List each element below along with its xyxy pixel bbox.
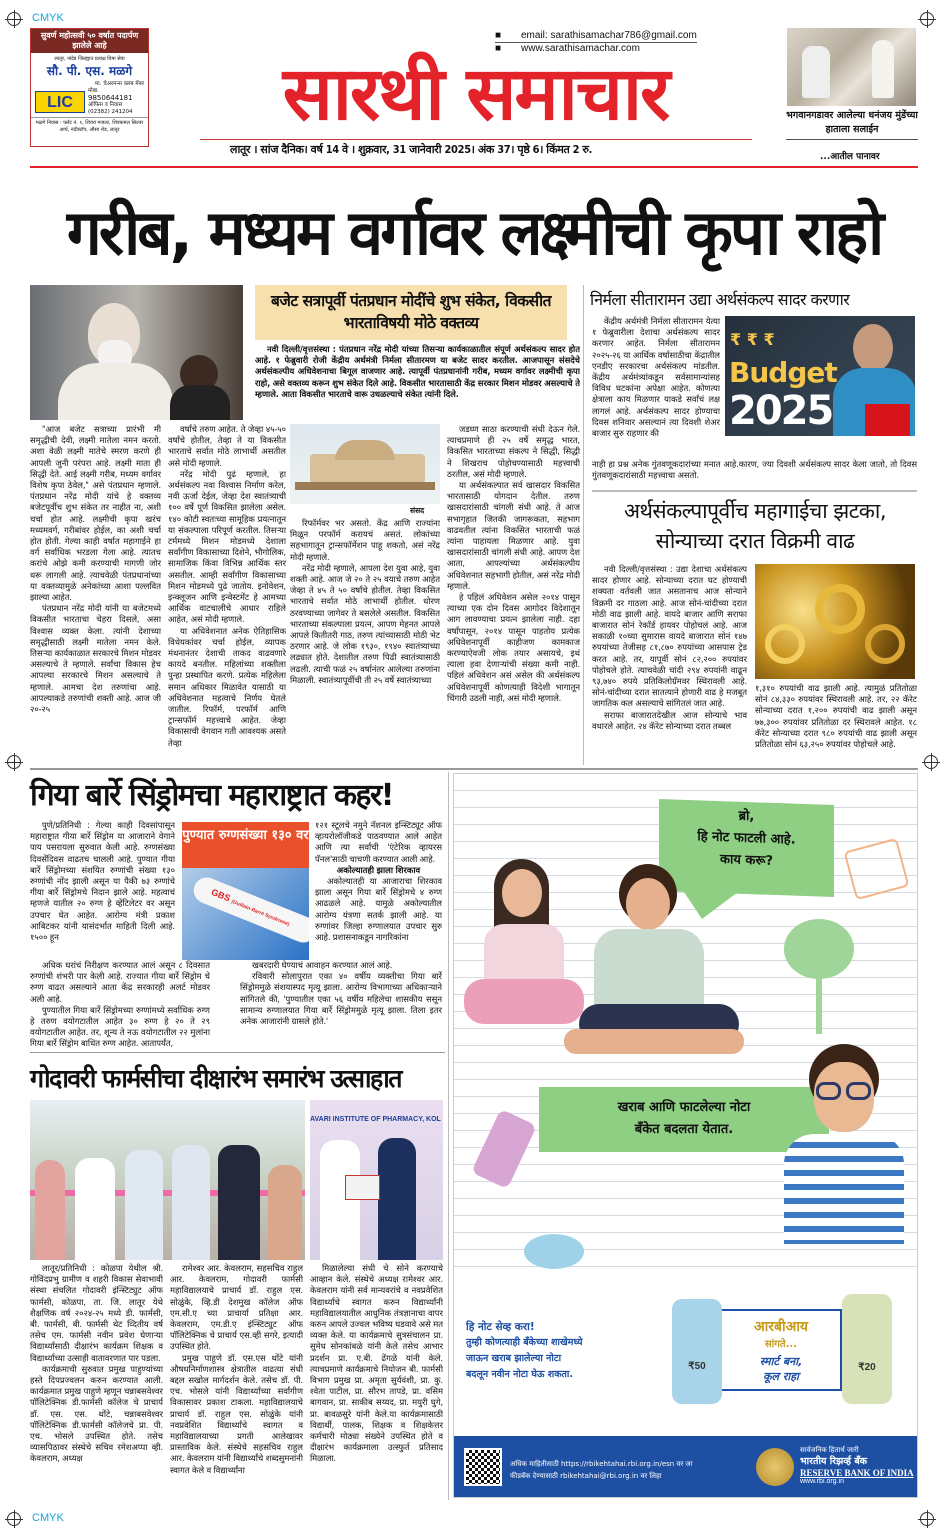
gbs-text-bottom bbox=[30, 960, 210, 1048]
boy-figure bbox=[574, 864, 744, 1074]
registration-mark bbox=[7, 1512, 21, 1526]
rbi-website-link[interactable]: www.rbi.org.in bbox=[800, 1478, 844, 1485]
registration-mark bbox=[924, 755, 938, 769]
rupee-20-note-mascot bbox=[842, 1294, 892, 1404]
budget-year: 2025 bbox=[729, 388, 833, 434]
paragraph: या अधिवेशनात अनेक ऐतिहासिक विधेयकांवर चर्चा होईल, व्यापक मंथनानंतर देशाची ताकद वाढवणारे कायदे बनतील. महिलांच्या शक्तीला पुन्हा प्रस्थापित करणे. प्रत्येक महिलेला समान अधिकार मिळावेत यासाठी या अधिवेशनात महत्वाचे निर्णय घेतले जातील. रिफॉर्म, परफॉर्म आणि ट्रान्सफॉर्म महत्त्वाचे आहेत. जेव्हा विकासाची वेगवान गती आवश्यक असते तेव्हा bbox=[168, 625, 286, 748]
rbi-says: आरबीआय bbox=[753, 1319, 809, 1335]
lead-subhead: बजेट सत्रापूर्वी पंतप्रधान मोदींचे शुभ संकेत, विकसीत भारताविषयी मोठे वक्तव्य bbox=[255, 285, 567, 340]
says: सांगते... bbox=[764, 1339, 798, 1350]
gold-headline: अर्थसंकल्पापूर्वीच महागाईचा झटका, सोन्याच्या दरात विक्रमी वाढ bbox=[623, 499, 887, 553]
gbs-headline: गिया बार्रे सिंड्रोमचा महाराष्ट्रात कहर! bbox=[30, 778, 393, 813]
rupee-50-note-mascot bbox=[672, 1299, 722, 1404]
paragraph: १,३१० रुपयांची वाढ झाली आहे. त्यामुळं प्रतितोळा सोनं ८४,३३० रुपयांवर स्थिरावली आहे. तर, २२ कॅरेट सोन्याच्या दरात १,२०० रुपयांची वाढ झाली असून ७७,३०० रुपयांवर प्रतितोळा दर स्थिरावले आहेत. १८ कॅरेट सोन्याच्या दरात ९८० रुपयांची वाढ झाली असून प्रतितोळा सोनं ६३,२५० रुपयांवर पोहोचले आहे. bbox=[755, 683, 917, 750]
gbs-image-title: पुण्यात रुग्णसंख्या १३० वर bbox=[182, 822, 309, 868]
save-line: तुम्ही कोणत्याही बँकेच्या शाखेमध्ये bbox=[466, 1337, 583, 1348]
photo-caption: संसद bbox=[410, 506, 425, 515]
paragraph: सराफा बाजारातदेखील आज सोन्याचे भाव वधारले आहेत. २४ कॅरेट सोन्याच्या दरात तब्बल bbox=[592, 709, 747, 731]
budget-2025-image bbox=[725, 316, 915, 436]
paragraph: नवी दिल्ली/वृत्तसंस्था : पंतप्रधान नरेंद्र मोदी यांच्या तिसऱ्या कार्यकाळातील संपूर्ण अर्थसंकल्प सादर होत आहे. १ फेब्रुवारी रोजी केंद्रीय अर्थमंत्री निर्मला सीतारमण या बजेट सादर करतील. आजपासून संसदेचे अर्थसंकल्पीय अधिवेशनाचा बिगूल वाजणार आहे. त्यापूर्वी पंतप्रधानांनी गरीब, मध्यम वर्गावर लक्ष्मीची कृपा राहो, असे वक्तव्य करून शुभ संकेत दिले आहे. विकसीत भारतासाठी केंद्र सरकार मिशन मोडवर असल्याचे ते म्हणाले. आता विकसीत भारताचे वारू उधळल्याचे संकेत त्यांनी दिले. bbox=[255, 344, 580, 399]
paragraph: अधिक घरांचं निरीक्षण करण्यात आलं असून ८ दिवसात रुग्णांची शंभरी पार केली आहे. राज्यात गीया बार्रे सिंड्रोम चे रुग्ण वाढत असल्याने आता केंद्र सरकारही अलर्ट मोडवर अली आहे. bbox=[30, 960, 210, 1004]
bubble-text: हि नोट फाटली आहे. bbox=[697, 829, 796, 848]
registration-mark bbox=[920, 1512, 934, 1526]
ad-lower-panel bbox=[454, 1279, 918, 1429]
tree-icon bbox=[784, 919, 854, 979]
phone-label: मोबा. bbox=[88, 88, 100, 94]
nirmala-text-continued bbox=[592, 459, 917, 483]
gbs-text-right bbox=[315, 820, 442, 960]
rbi-footer bbox=[454, 1436, 918, 1498]
divider bbox=[30, 1052, 445, 1053]
paragraph: हे पहिलं अधिवेशन असेल २०१४ पासून त्याच्या एक दोन दिवस आगोदर विदेशातून आग लावण्याचा प्रयत्न झालेला नाही. दहा वर्षांपासून, २०१४ पासून पाहतोय प्रत्येक अधिवेशनापूर्वी काहीजण कामकाज करण्याऐवजी लोक तयार असायचे, इथं त्याला हवा देणाऱ्यांची संख्या कमी नाही. पहिलं अधिवेशन असं असेल की अर्थसंकल्प अधिवेशनापूर्वी कोणत्याही विदेशी भागातून चिंगारी उठली नाही, असं मोदी म्हणाले. bbox=[447, 592, 580, 703]
ad-banner: सुवर्ण महोत्सवी ५० वर्षात पदार्पण झालेले आहे bbox=[31, 29, 148, 53]
paragraph: पंतप्रधान नरेंद्र मोदी यांनी या बजेटमध्ये विकसीत भारताचा चेहरा दिसले, असा विश्वास व्यक्त केला. त्यांनी देशाच्या समृद्धीसाठी लक्ष्मी मातेला नमन केले. तिसऱ्या कार्यकाळात सरकारचे मिशन मोडवर असल्याचे ते म्हणाले. सर्वांचा विकास हेच आपल्या सरकारचे मिशन असल्याचे ते म्हणाले. आमचा देश तरुणांचा आहे. आपल्याकडे तरुणांची शक्ती आहे. आज जी २०-२५ bbox=[30, 603, 161, 715]
paragraph: नवी दिल्ली/वृत्तसंस्था : उद्या देशाचा अर्थसंकल्प सादर होणार आहे. सोन्याच्या दरात घट होण्याची शक्यता वर्तवली जात असतानाच आज सोन्याने विक्रमी दर गाठला आहे. आज सोनं-चांदीच्या दरात मोठी वाढ झाली आहे. वायदे बाजार आणि सराफा बाजारात सोनं रेकॉर्ड हायवर पोहोचलं आहे. आज सकाळी १०च्या सुमारास वायदे बाजारात सोनं १४७ रुपयांच्या तेजीसह ८१,८७० रुपयांच्या आसपास ट्रेड करत आहे. तर, यापूर्वी सोनं ८२,२०० रुपयांवर पोहोचले होते. त्याचवेळी चांदी २९४ रुपयांनी वाढून ९३,७४० रुपये प्रतिकिलोग्रॅमवर स्थिरावली आहे. सोनं-चांदीच्या दरात सातत्याने होणारी वाढ हे मजबूत जागतिक कल असल्याचे सांगितलं जात आहे. bbox=[592, 564, 747, 709]
modi-photo bbox=[30, 285, 243, 420]
paragraph: प्रमुख पाहुणे डॉ. एस.एस थोंटे यांनी औषधनिर्माणशास्त्र क्षेत्रातील वाढत्या संधी बद्दल सखोल मार्गदर्शन केले. तसेच डॉ. पी. एच. भोसले यांनी विद्यार्थ्यांच्या सर्वांगीण विकासावर प्रकाश टाकला. महाविद्यालयाचे प्राचार्य डॉ. राहुल एस. सोळुंके यांनी नवप्रवेशित विद्यार्थ्यांचे स्वागत व महाविद्यालयाच्या प्रगती आलेखावर प्रास्ताविक केले. संस्थेचे सहसचिव राहुल आर. केवलराम यांनी विद्यार्थ्यांचे शब्दसुमनांनी स्वागत केले व विद्यार्थ्यांना bbox=[170, 1352, 303, 1475]
palette-icon bbox=[524, 1234, 584, 1269]
newspaper-logo: सारथी समाचार bbox=[282, 51, 669, 137]
column-divider bbox=[448, 772, 449, 1500]
paragraph: या अर्थसंकल्पात सर्व खासदार विकसित भारतासाठी योगदान देतील. तरुण खासदारांसाठी चांगली संधी आहे. ते आज सभागृहात जितकी जागरूकता, सहभाग वाढवतील त्यांना विकसित भारताची फळं त्यांना पाहायला मिळणार आहे. युवा खासदारांसाठी चांगली संधी आहे. आपण देश आता, आपल्यांच्या अर्थसंकल्पीय अधिवेशनात सहभागी होतील, असं नरेंद्र मोदी म्हणाले. bbox=[447, 480, 580, 591]
smiling-boy-figure bbox=[784, 1044, 904, 1244]
office-phone: (02382) 241204 bbox=[88, 109, 133, 115]
paragraph: रामेश्वर आर. केवलराम, सहसचिव राहुल आर. केवलराम, गोदावरी फार्मसी महाविद्यालयाचे प्राचार्य डॉ. राहुल एस. सोळुंके, व्हि.डी देशमुख कॉलेज ऑफ एम.सी.ए च्या प्राचार्या प्रतिक्षा आर. केवलराम, एम.डी.ए इंन्स्टिट्युट ऑफ पॉलिटेक्निक चे प्राचार्य एस.व्ही सगरे, इत्यादी उपस्थित होते. bbox=[170, 1263, 303, 1352]
column-divider bbox=[583, 285, 584, 765]
ad-name: सौ. पी. एस. मळगे bbox=[46, 64, 133, 78]
paragraph: पुण्यातील गिया बार्रे सिंड्रोमच्या रुग्णांमध्ये सर्वाधिक रुग्ण हे तरुण वयोगटातील आहेत ३० रुग्ण हे २० ते २९ वयोगटातील आहेत. तर, शून्य ते नऊ वयोगटातील २२ मुलांना गिया बार्रे सिंड्रोम बाधित रुग्ण आहेत. आतापर्यंत, bbox=[30, 1004, 210, 1048]
gbs-text-bottom bbox=[240, 960, 442, 1048]
see-inside-link[interactable]: ...आतील पानावर bbox=[820, 152, 880, 162]
teaser-photo[interactable] bbox=[787, 28, 916, 106]
paragraph: पुणे/प्रतिनिधी : गेल्या काही दिवसांपासून महाराष्ट्रात गीया बार्रे सिंड्रोम या आजाराने वेगाने पाय पसरायला सुरुवात केली आहे. रुग्णसंख्या दिवसेंदिवस वाढतच चालली आहे. पुण्यात गीया बार्रे सिंड्रोमच्या संशयित रुग्णांची संख्या १३० रुग्णांची नोंद झाली असून या पैकी ७३ रुग्णांचे गीया बार्रे सिंड्रोमचे निदान झाले आहे. महत्वाचं म्हणजे यातील २० रुग्ण हे व्हेंटिलेटर वर असून उपचार घेत आहेत. आरोग्य मंत्री प्रकाश आबिटकर यांनी यासंदर्भात माहिती दिली आहे. १५०० हून bbox=[30, 820, 175, 943]
rupee-icon: ₹ bbox=[763, 330, 775, 349]
issuer-text: सार्वजनिक हितार्थ जारी bbox=[800, 1446, 859, 1454]
budget-word: Budget bbox=[729, 356, 837, 389]
paragraph: खबरदारी घेण्याचं आवाहन करण्यात आलं आहे. bbox=[252, 960, 393, 970]
rbi-advertisement bbox=[453, 773, 918, 1498]
paragraph: कार्यक्रमाची सुरुवात प्रमुख पाहुण्यांच्या हस्ते दिपप्रज्वलन करुन करण्यात आली. कार्यक्रमात प्रमुख पाहुणे म्हणून चन्नाबसवेश्वर पॉलिटेक्निक डी.फार्मसी कॉलेज चे प्राचार्य डॉ. एस. एस. थोंटे, चन्नाबसवेश्वर पॉलिटेक्निक डी.फार्मसी कॉलेजचे प्रा. पी. एच. भोसले उपस्थित होते. तसेच व्यासपिठावर संस्थेचे सचिव रमेशअप्पा व्ही. केवलराम, अध्यक्ष bbox=[30, 1363, 163, 1464]
paragraph: जडघ्ण साठा करण्याची संधी देऊन गेले. त्याचप्रमाणे ही २५ वर्षे समृद्ध भारत, विकसित भारताच्या संकल्प ने सिद्धी, सिद्धी ने शिखराच पोहोचण्यासाठी महत्त्वाची ठरतील, असं मोदी म्हणाले. bbox=[447, 424, 580, 479]
lic-agent-ad bbox=[30, 28, 149, 147]
paragraph: "आज बजेट सत्राच्या प्रारंभी मी समृद्धीची देवी, लक्ष्मी मातेला नमन करतो. अशा वेळी लक्ष्मी मातेचे स्मरण करणे ही आपली जुनी परंपरा आहे. लक्ष्मी माता ही सिद्धी देते. आई लक्ष्मी गरीब, मध्यम वर्गावर विशेष कृपा ठेवेल," असे पंतप्रधान म्हणाले. पंतप्रधान नरेंद्र मोदी यांचे हे वक्तव्य बजेटपूर्वीच शुभ संकेत तर नाहीत ना, अशी चर्चा होत आहे. लक्ष्मीची कृपा खरंच मध्यमवर्ग, गरीबांवर होईल, का अशी चर्चा होत होती. गेल्या काही वर्षात महागाईने हा वर्ग सर्वाधिक भरडला गेला आहे. त्यातच करांचे ओझे कमी करण्याची मागणी जोर धरू लागली आहे. त्याचवेळी पंतप्रधानांच्या या वक्तव्यामुळे अनेकांच्या आशा पल्लवित झाल्या आहेत. bbox=[30, 424, 161, 603]
gbs-sublabel: (Guillain-Barré Syndrome) bbox=[230, 898, 291, 928]
save-note-text bbox=[466, 1319, 582, 1383]
parliament-photo bbox=[290, 424, 440, 504]
godavari-column bbox=[30, 1263, 163, 1500]
gold-jewellery-photo bbox=[755, 564, 915, 679]
ad-role: मा. चेअरमन्स क्लब मेंबर bbox=[95, 81, 144, 87]
office-label: ऑफिस व निवास bbox=[88, 102, 123, 108]
bank-name-marathi: भारतीय रिझर्व्ह बँक bbox=[800, 1456, 868, 1467]
gbs-text bbox=[30, 820, 175, 960]
lead-column bbox=[290, 518, 440, 764]
divider bbox=[592, 490, 917, 492]
girl-figure bbox=[464, 859, 574, 1059]
registration-mark bbox=[7, 12, 21, 26]
banner-text: खराब आणि फाटलेल्या नोटा bbox=[617, 1100, 751, 1115]
lead-column bbox=[168, 424, 286, 764]
rbi-seal-icon bbox=[756, 1448, 794, 1486]
bubble-text: ब्रो, bbox=[738, 808, 755, 825]
divider bbox=[200, 139, 752, 140]
tree-trunk bbox=[816, 974, 822, 1034]
paragraph: रिफॉर्मवर भर असतो. केंद्र आणि राज्यांना मिळून परफॉर्म करायचं असतं. लोकांच्या सहभागातून ट्रान्सफॉर्मेशन पाहू शकतो, असं नरेंद्र मोदी म्हणाले. bbox=[290, 518, 440, 562]
lead-column bbox=[30, 424, 161, 764]
paragraph: नरेंद्र मोदी पुढं म्हणाले, हा अर्थसंकल्प नवा विश्वास निर्माण करेल, नवी ऊर्जा देईल, जेव्हा देश स्वातंत्र्याची १०० वर्षे पूर्ण विकसित झालेला असेल. १४० कोटी स्वतःच्या सामूहिक प्रयत्नातून या संकल्पाला परिपूर्ण करतील. तिसऱ्या टर्ममध्ये मिशन मोडमध्ये देशाला सर्वांगीण विकासाच्या दिशेने, भौगोलिक, सामाजिक किंवा विभिन्न आर्थिक स्तर असतील. आम्ही सर्वांगीण विकासाच्या मिशन मोडमध्ये पुढे जातोय. इनोवेशन, इन्क्लूजन आणि इन्वेस्टमेंट हे आमच्या आर्थिक वाटचालीचे आधार राहिले आहेत, असं मोदी म्हणाले. bbox=[168, 468, 286, 625]
cmyk-mark: CMYK bbox=[32, 12, 64, 24]
section-rule bbox=[30, 768, 918, 770]
paragraph: वर्षांचे तरुण आहेत. ते जेव्हा ४५-५० वर्षांचे होतील, तेव्हा ते या विकसीत भारताचे सर्वात मोठे लाभार्थी असतील असे मोदी म्हणाले. bbox=[168, 424, 286, 468]
gold-text-right bbox=[755, 683, 917, 766]
lic-logo: LIC bbox=[35, 91, 85, 113]
masthead-rule bbox=[30, 166, 918, 168]
ribbon-cutting-photo bbox=[30, 1100, 305, 1260]
phone-number: 9850644181 bbox=[88, 94, 133, 102]
bank-name-english: RESERVE BANK OF INDIA bbox=[800, 1468, 914, 1478]
nirmala-headline: निर्मला सीतारामन उद्या अर्थसंकल्प सादर करणार bbox=[590, 290, 850, 309]
rupee-icon: ₹ bbox=[730, 330, 742, 349]
qr-code[interactable] bbox=[464, 1448, 502, 1486]
paragraph: नाही हा प्रश्न अनेक गुंतवणूकदारांच्या मनात आहे.कारण, ज्या दिवशी अर्थसंकल्प सादर केला जातो, तो दिवस गुंतवणूकदारांसाठी महत्त्वाचा असतो. bbox=[592, 459, 917, 481]
paragraph: मिळालेल्या संधी चे सोने करण्याचे आव्हान केले. संस्थेचे अध्यक्ष रामेश्वर आर. केवलराम यांनी सर्व मान्यवरांचे व नवप्रवेशित विद्यार्थ्यांचे स्वागत करुन विद्यार्थ्यांनी महाविद्यालयातील आधुनिक तंत्रज्ञानाचा वापर करुन आपले उज्वल भविष्य घडवावे असे मत व्यक्त केले. या कार्यक्रमाचे सुत्रसंचालन प्रा. सुमेध सोनकांबळे यांनी केले तसेच आभार प्रदर्शन प्रा. ए.बी. ढेंगळे यांनी केले. त्याचप्रमाणे कार्यक्रमाचे नियोजन बी. फार्मसी विभाग प्रमुख प्रा. अमृता सुर्यवंशी, प्रा. कु. श्वेता पाटील, प्रा. सौरभ तापडे, प्रा. वसिम बागवान, प्रा. साकीब सय्यद, प्रा. मयुरी घुगे, प्रा. बावळसुरे यांनी केले.या कार्यक्रमासाठी विद्यार्थी, पालक, शिक्षक व शिक्षकेत्तर कर्मचारी मोठ्या संख्येने उपस्थित होते व दीक्षारंभ कार्यक्रमाला उत्स्फुर्त प्रतिसाद मिळाला. bbox=[310, 1263, 443, 1464]
slogan: कूल राहा bbox=[763, 1370, 799, 1383]
banner-text: बँकेत बदलता येतात. bbox=[634, 1122, 734, 1137]
paragraph: अकोल्यातही या आजाराचा शिरकाव झाला असून गिया बार्रे सिंड्रोमचे ४ रुग्ण आढळले आहे. यामुळे अकोल्यातील आरोग्य यंत्रणा सतर्क झाली आहे. या रुग्णांवर जिल्हा रुग्णालयात उपचार सुरु आहे. प्रशासनाकडून नागरिकांना bbox=[315, 876, 442, 943]
lead-headline: गरीब, मध्यम वर्गावर लक्ष्मीची कृपा राहो bbox=[66, 196, 882, 269]
nirmala-text bbox=[592, 316, 720, 462]
edition-info: लातूर । सांज दैनिक। वर्ष 14 वे । शुक्रवार, 31 जानेवारी 2025। अंक 37। पृष्ठे 6। किंमत 2 रु. bbox=[230, 143, 593, 156]
gbs-subhead: अकोल्यातही झाला शिरकाव bbox=[336, 864, 421, 875]
save-line: जाऊन खराब झालेल्या नोटा bbox=[466, 1353, 562, 1364]
cmyk-mark: CMYK bbox=[32, 1512, 64, 1524]
gbs-label: GBS bbox=[209, 886, 232, 904]
slogan: स्मार्ट बना, bbox=[759, 1355, 803, 1368]
gold-text bbox=[592, 564, 747, 766]
ad-address: मळगे निवास : फ्लॅट नं. १, शिवरा मजला, शिवकमल सिल्वर आर्च, नंदीस्टॉप, औसा रोड, लातूर bbox=[31, 117, 148, 136]
save-title: हि नोट सेव्ह करा! bbox=[466, 1321, 535, 1333]
paragraph: रविवारी सोलापुरात एका ४० वर्षीय व्यक्तीचा गिया बार्रे सिंड्रोममुळे संशयास्पद मृत्यू झाला. आरोग्य विभागाच्या अधिकाऱ्याने सांगितले की, 'पुण्यातील एका ५६ वर्षीय महिलेचा शासकीय ससून सामान्य रुग्णालयात गिया बार्रे सिंड्रोममुळे मृत्यू झाला. तिला इतर अनेक आजारांनी ग्रासले होते.' bbox=[240, 971, 442, 1027]
save-line: बदलून नवीन नोटा घेऊ शकता. bbox=[466, 1369, 573, 1380]
ad-line: लातूर, नांदेड जिल्ह्यात प्रत्यक्ष विमा सेवा bbox=[54, 56, 125, 62]
note-value: ₹50 bbox=[688, 1361, 706, 1372]
institute-banner: AVARI INSTITUTE OF PHARMACY, KOL bbox=[310, 1116, 441, 1123]
godavari-headline: गोदावरी फार्मसीचा दीक्षारंभ समारंभ उत्साहात bbox=[30, 1064, 401, 1093]
lead-column bbox=[447, 424, 580, 764]
godavari-column bbox=[310, 1263, 443, 1500]
registration-mark bbox=[920, 12, 934, 26]
bubble-text: काय करू? bbox=[719, 852, 774, 869]
rupee-icon: ₹ bbox=[746, 330, 758, 349]
feedback-email[interactable]: फीडबॅक देण्यासाठी rbikehtahai@rbi.org.in वर लिहा bbox=[510, 1472, 662, 1480]
contact-block: ■ email: sarathisamachar786@gmail.com ■ www.sarathisamachar.com bbox=[495, 30, 697, 54]
website-link[interactable]: www.sarathisamachar.com bbox=[521, 43, 640, 54]
godavari-column bbox=[170, 1263, 303, 1500]
paragraph: लातूर/प्रतिनिधी : कोळपा येथील श्री. गोविंदप्रभु ग्रामीण व शहरी विकास सेवाभावी संस्था संचलित गोदावरी इंन्स्टिट्युट ऑफ फार्मसी, कोळपा, ता. जि. लातूर येथे शैक्षणिक वर्ष २०२४-२५ मध्ये डी. फार्मसी, बी. फार्मसी, बी. फार्मसी थेट व्दितीय वर्ष तसेच एम. फार्मसी नवीन प्रवेश घेणाऱ्या विद्यार्थ्यांसाठी दीक्षारंभ कार्यक्रम शिक्षक व विद्यार्थ्यांच्या उत्साही वातावरणात पार पडला. bbox=[30, 1263, 163, 1363]
teaser-caption[interactable]: भगवानगडावर आलेल्या धनंजय मुंडेंच्या हाताला सलाईन bbox=[786, 109, 918, 140]
rbi-says-box bbox=[722, 1309, 842, 1391]
paragraph: १२१ स्टूलचे नमुने नॅशनल इन्स्टिट्यूट ऑफ व्हायरोलॉजीकडे पाठवण्यात आले आहेत आणि त्या सर्वांची 'एंटेरिक व्हायरस पॅनल'साठी चाचणी करण्यात आली आहे. bbox=[315, 820, 442, 864]
gbs-image bbox=[182, 822, 309, 960]
award-photo bbox=[310, 1100, 443, 1260]
paragraph: नरेंद्र मोदी म्हणाले, आपला देश युवा आहे, युवा शक्ती आहे. आज जे २० ते २५ वयाचे तरुण आहेत जेव्हा ते ४५ ते ५० वर्षांचे होतील. तेव्हा विकसित भारताचे सर्वात मोठे लाभार्थी होतील. धोरण ठरवण्याच्या जागेवर ते बसलेले असतील. विकसित भारताच्या संकल्पाला प्रयत्न, आपण मेहनत आपले आपले कितीतरी गाठ, तरुण त्यांच्यासाठी मोठी भेट ठरणार आहे. जे लोक १९३०, १९४० स्वातंत्र्याच्या लढ्यात होते. देशातील तरुण पिढी स्वातंत्र्यासाठी लढली. त्याची फळं २५ वर्षानंतर आलेल्या तरुणांना मिळाली. स्वातंत्र्यापूर्वीची ती २५ वर्षे स्वातंत्र्याच्या bbox=[290, 562, 440, 685]
info-link[interactable]: अधिक माहितीसाठी https://rbikehtahai.rbi.org.in/esn वर जा bbox=[510, 1460, 693, 1468]
paragraph: केंद्रीय अर्थमंत्री निर्मला सीतारामन येत्या १ फेब्रुवारीला देशाचा अर्थसंकल्प सादर करणार आहेत. निर्मला सीतारामन २०२५-२६ या आर्थिक वर्षासाठीचा केंद्रातील एनडीए सरकारचा अर्थसंकल्प मांडतील. केंद्रीय अर्थमंत्र्यांकडून सर्वसामान्यांसह विविध घटकांना अपेक्षा आहेत. कोणत्या क्षेत्राला काय मिळणार याकडे सर्वांचं लक्ष लागलं आहे. अर्थसंकल्प सादर होण्याचा दिवस शनिवार असल्यानं त्या दिवशी शेअर बाजार सुरु राहणार की bbox=[592, 316, 720, 439]
note-value: ₹20 bbox=[858, 1362, 876, 1373]
email-link[interactable]: email: sarathisamachar786@gmail.com bbox=[521, 30, 697, 41]
scissors-icon bbox=[843, 838, 909, 901]
spray-bottle-icon bbox=[471, 1109, 537, 1189]
registration-mark bbox=[7, 755, 21, 769]
lead-intro bbox=[255, 344, 580, 420]
